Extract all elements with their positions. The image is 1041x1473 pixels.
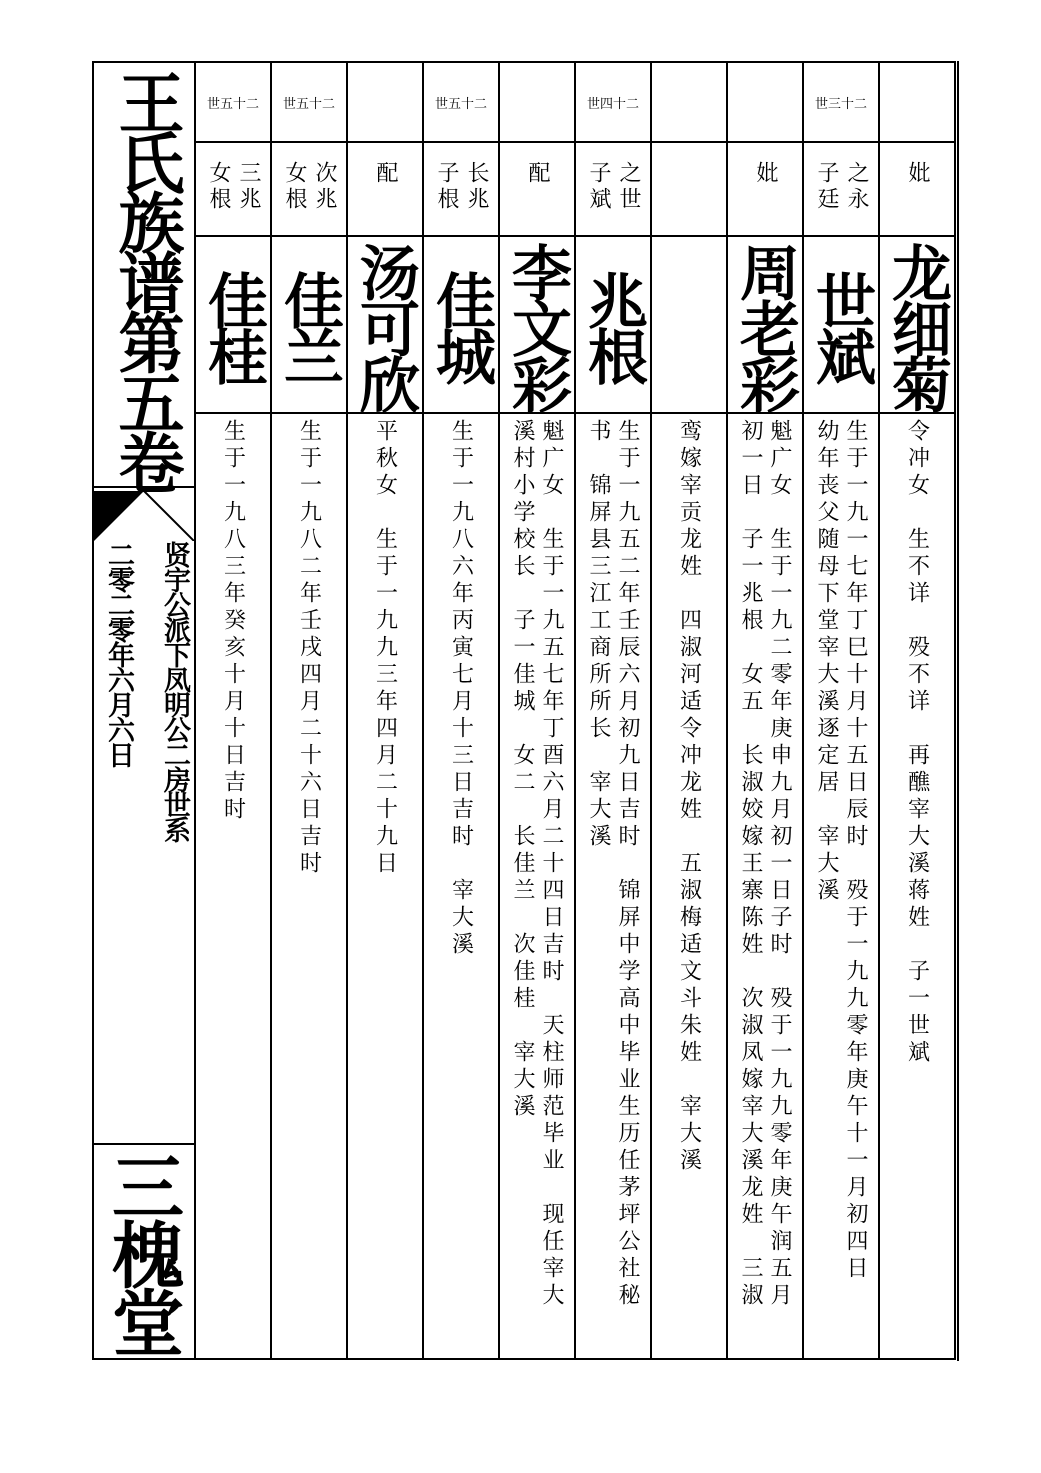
member-column [880,63,954,1358]
name-cell [196,239,270,414]
biography-cell [500,419,574,1349]
member-name: 佳桂 [198,269,268,382]
biography-cell [804,419,878,1349]
biography-text: 魁广女 生于一九五七年丁酉六月二十四日吉时 天柱师范毕业 现任宰大 溪村小学校长 子一佳城 女二 长佳兰 次佳桂 宰大溪 [510,419,564,1310]
generation-label: 世五十二 [196,63,270,143]
relation-cell [652,143,726,237]
relation-cell [576,143,650,237]
relation-cell [348,143,422,237]
member-column [500,63,576,1358]
generation-label [652,63,726,143]
member-column [348,63,424,1358]
biography-text: 生于一九八二年壬戌四月二十六日吉时 [296,419,322,878]
relation-cell [424,143,498,237]
title-divider [94,486,194,488]
member-name: 世斌 [806,269,876,382]
relation-cell [272,143,346,237]
name-cell [880,239,954,414]
biography-text: 生于一九八六年丙寅七月十三日吉时 宰大溪 [448,419,474,959]
relation-label: 配 [373,161,398,187]
name-cell [272,239,346,414]
biography-text: 生于一九八三年癸亥十月十日吉时 [220,419,246,824]
member-column [424,63,500,1358]
biography-cell [272,419,346,1349]
relation-cell [728,143,802,237]
book-title: 王氏族谱第五卷 [107,69,185,489]
member-name: 龙细菊 [882,241,952,410]
biography-text: 生于一九五二年壬辰六月初九日吉时 锦屏中学高中毕业生历任茅坪公社秘 书 锦屏县三江工商所所长 宰大溪 [586,419,640,1310]
generation-label: 世四十二 [576,63,650,143]
relation-cell [500,143,574,237]
biography-text: 平秋女 生于一九九三年四月二十九日 [372,419,398,878]
member-column [652,63,728,1358]
name-cell [804,239,878,414]
biography-cell [880,419,954,1349]
generation-label [500,63,574,143]
generation-label [880,63,954,143]
fish-tail-ornament-icon [94,491,194,541]
relation-label: 三兆 女根 [206,161,261,213]
name-cell [652,239,726,414]
name-cell [500,239,574,414]
name-cell [728,239,802,414]
relation-label: 妣 [753,161,778,187]
hall-name: 三槐堂 [100,1150,185,1354]
member-column [576,63,652,1358]
title-panel [94,63,196,1358]
genealogy-page-frame [92,61,956,1360]
biography-text: 鸾嫁宰贡龙姓 四淑河适令冲龙姓 五淑梅适文斗朱姓 宰大溪 [676,419,702,1175]
biography-text: 魁广女 生于一九二零年庚申九月初一日子时 殁于一九九零年庚午润五月 初一日 子一兆根 女五 长淑姣嫁王寨陈姓 次淑凤嫁宰大溪龙姓 三淑 [738,419,792,1310]
relation-label: 次兆 女根 [282,161,337,213]
member-name: 汤可欣 [350,241,420,410]
name-cell [576,239,650,414]
biography-text: 令冲女 生不详 殁不详 再醮宰大溪蒋姓 子一世斌 [904,419,930,1067]
member-name: 佳兰 [274,269,344,382]
relation-label: 妣 [905,161,930,187]
generation-label [728,63,802,143]
generation-label: 世五十二 [424,63,498,143]
biography-text: 生于一九一七年丁巳十月十五日辰时 殁于一九九零年庚午十一月初四日 幼年丧父随母下堂宰大溪逐定居 宰大溪 [814,419,868,1283]
generation-label: 世五十二 [272,63,346,143]
biography-cell [652,419,726,1349]
member-name: 佳城 [426,269,496,382]
biography-cell [576,419,650,1349]
member-column [272,63,348,1358]
relation-label: 之永 子廷 [814,161,869,213]
relation-label: 配 [525,161,550,187]
hall-divider [94,1143,194,1145]
relation-label: 长兆 子根 [434,161,489,213]
generation-label: 世三十二 [804,63,878,143]
member-column [804,63,880,1358]
member-column [728,63,804,1358]
relation-cell [880,143,954,237]
member-name: 周老彩 [730,241,800,410]
lineage-subtitle: 贤宇公派下凤明公二房世系 [159,541,190,841]
biography-cell [196,419,270,1349]
member-name: 兆根 [578,269,648,382]
member-column [196,63,272,1358]
generation-label [348,63,422,143]
relation-cell [196,143,270,237]
biography-cell [424,419,498,1349]
relation-cell [804,143,878,237]
outer-right-border [957,61,959,1361]
relation-label: 之世 子斌 [586,161,641,213]
biography-cell [728,419,802,1349]
name-cell [348,239,422,414]
name-cell [424,239,498,414]
compile-date: 二零二零年六月六日 [103,541,134,766]
biography-cell [348,419,422,1349]
member-name: 李文彩 [502,241,572,410]
